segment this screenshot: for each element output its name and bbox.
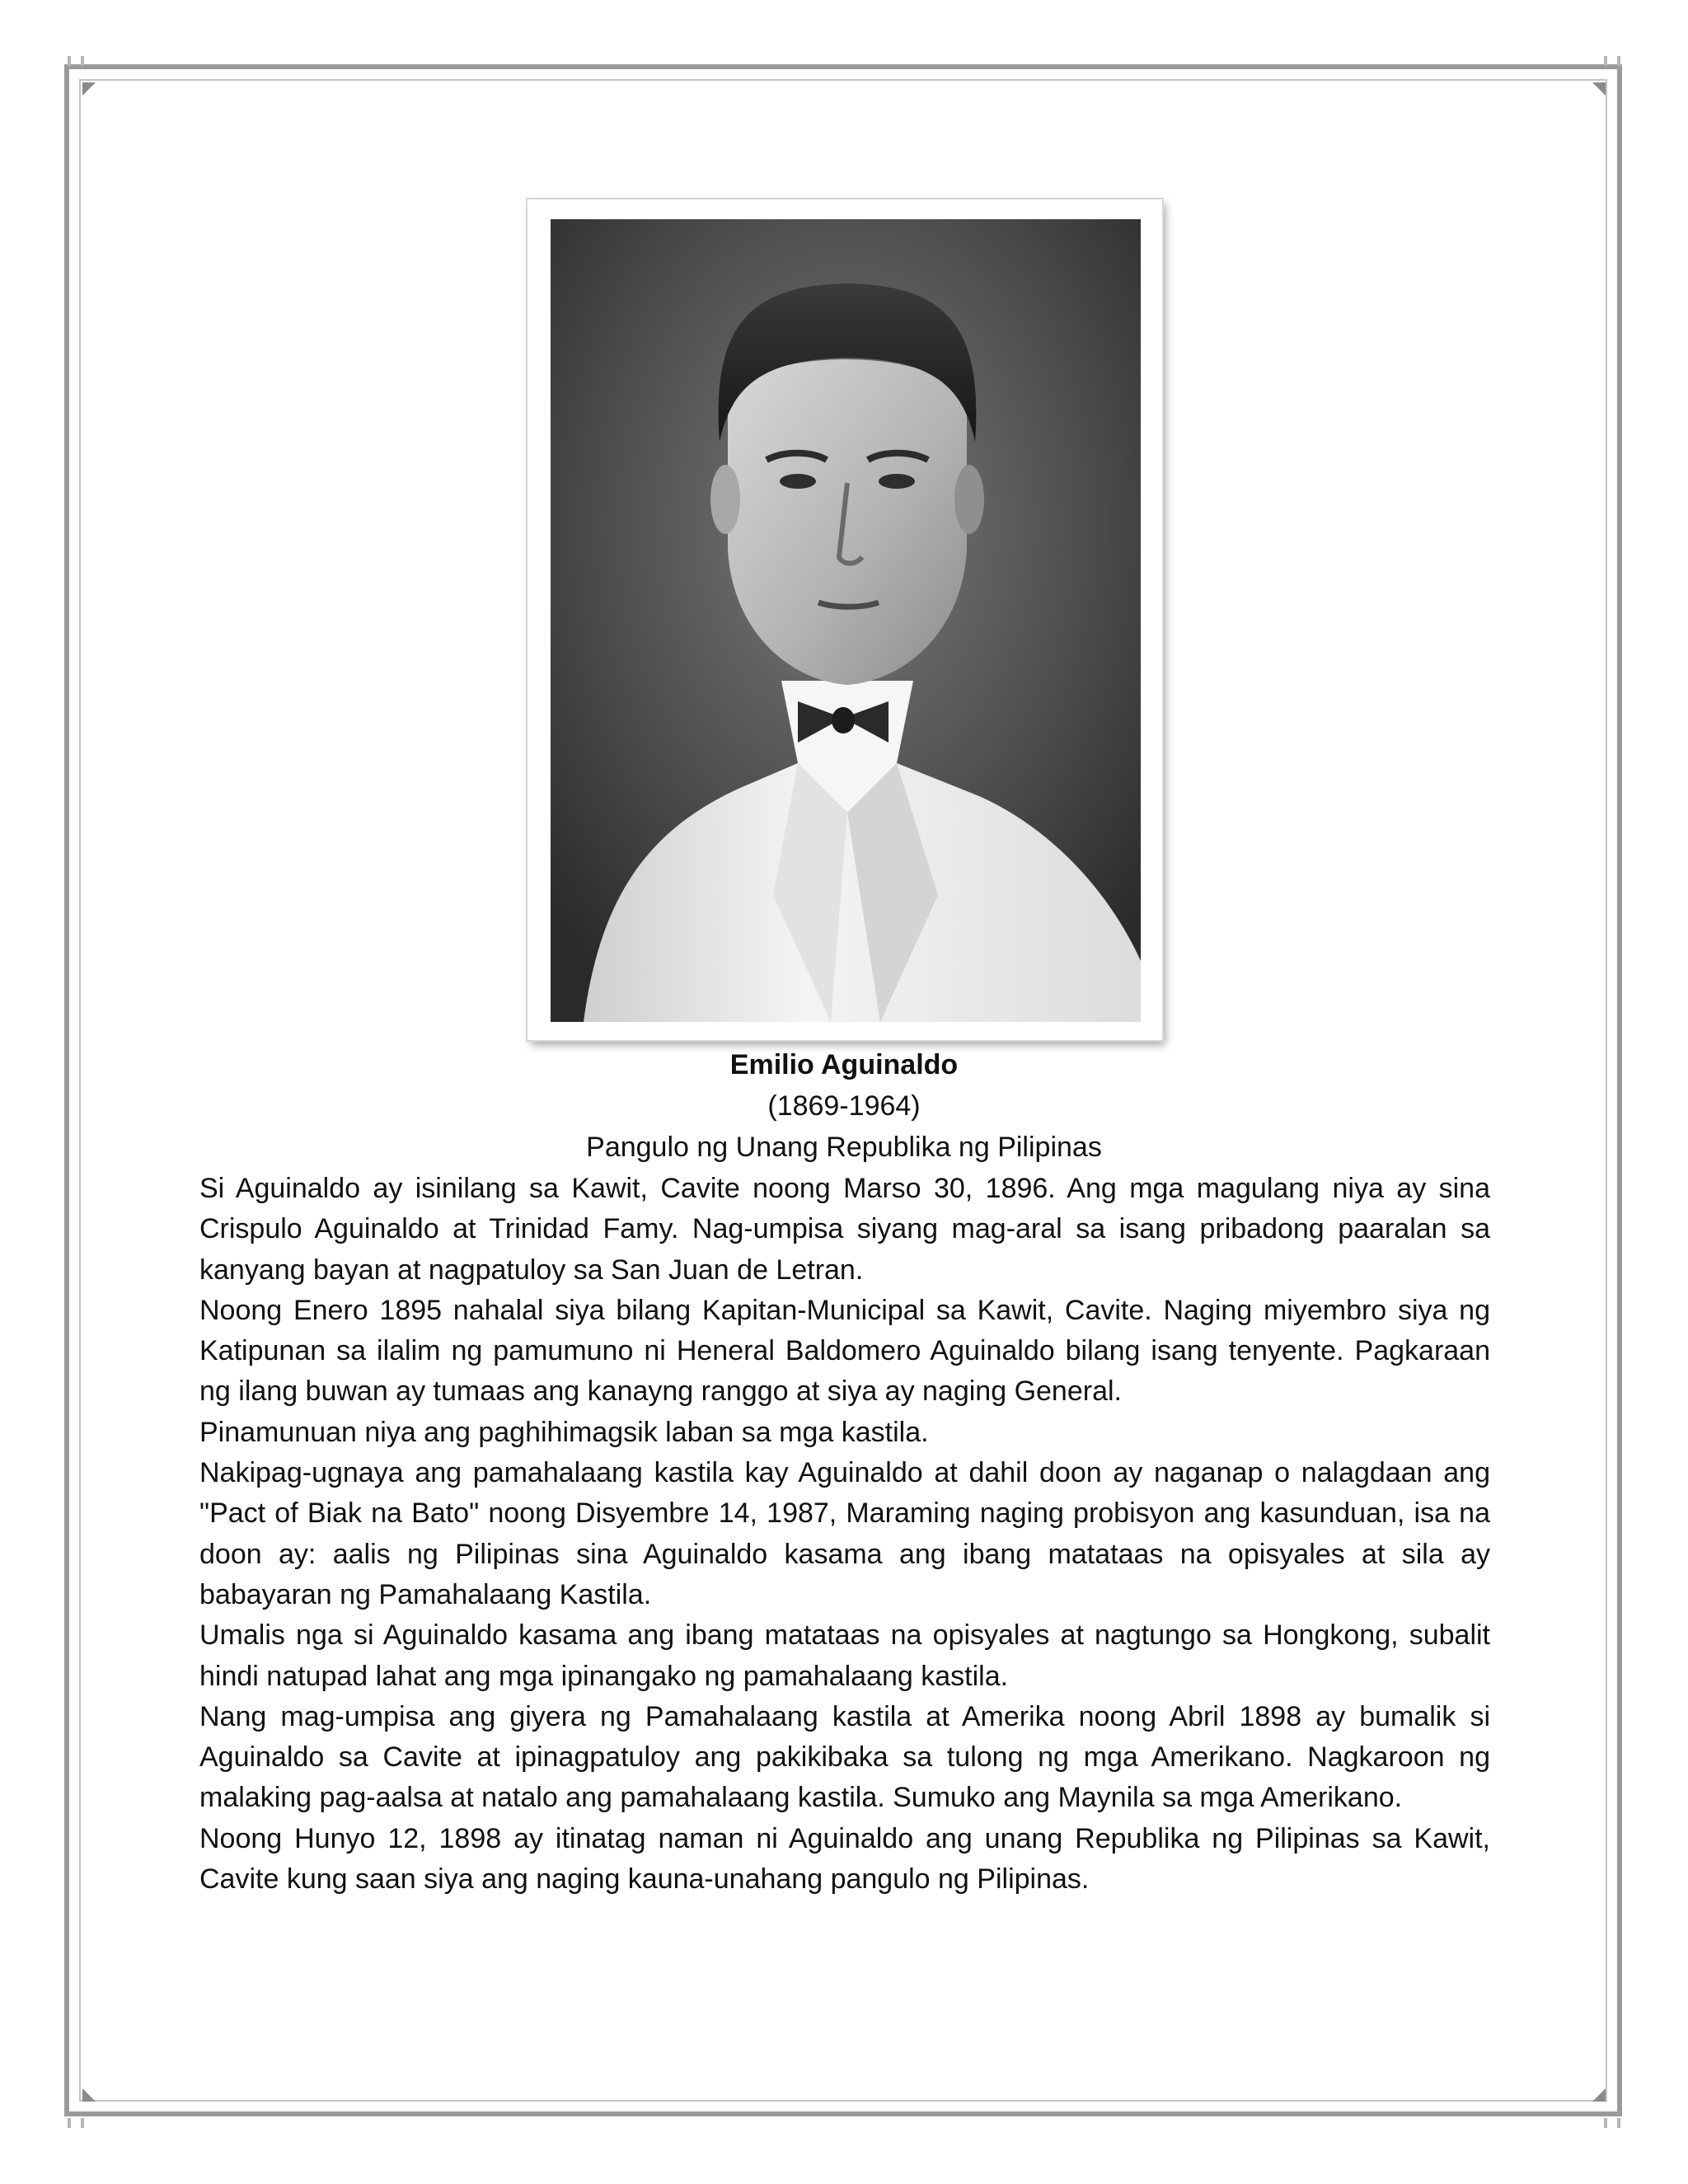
paragraph: Noong Enero 1895 nahalal siya bilang Kapitan-Municipal sa Kawit, Cavite. Naging miyembro siya ng Katipunan sa ilalim ng pamumuno ni Heneral Baldomero Aguinaldo bilang isang tenyente. Pagkaraan ng ilang buwan ay tumaas ang kanayng ranggo at siya ay naging General.	[199, 1294, 1490, 1408]
portrait-illustration	[551, 219, 1141, 1022]
portrait-photo	[551, 219, 1141, 1022]
paragraph: Noong Hunyo 12, 1898 ay itinatag naman ni Aguinaldo ang unang Republika ng Pilipinas sa Kawit, Cavite kung saan siya ang naging kauna-unahang pangulo ng Pilipinas.	[199, 1822, 1490, 1896]
caption-years: (1869-1964)	[767, 1090, 921, 1122]
border-notch	[1604, 2118, 1607, 2128]
paragraph: Umalis nga si Aguinaldo kasama ang ibang matataas na opisyales at nagtungo sa Hongkong, subalit hindi natupad lahat ang mga ipinangako ng pamahalaang kastila.	[199, 1619, 1490, 1692]
paragraph: Pinamunuan niya ang paghihimagsik laban sa mga kastila.	[199, 1416, 929, 1448]
paragraph: Nang mag-umpisa ang giyera ng Pamahalaang kastila at Amerika noong Abril 1898 ay bumalik si Aguinaldo sa Cavite at ipinagpatuloy ang pakikibaka sa tulong ng mga Amerikano. Nagkaroon ng malaking pag-aalsa at natalo ang pamahalaang kastila. Sumuko ang Maynila sa mga Amerikano.	[199, 1700, 1490, 1814]
border-notch	[81, 2118, 84, 2128]
border-notch	[68, 2118, 71, 2128]
paragraph: Nakipag-ugnaya ang pamahalaang kastila kay Aguinaldo at dahil doon ay naganap o nalagdaan ang "Pact of Biak na Bato" noong Disyembre 14, 1987, Maraming naging probisyon ang kasunduan, isa na doon ay: aalis ng Pilipinas sina Aguinaldo kasama ang ibang matataas na opisyales at sila ay babayaran ng Pamahalaang Kastila.	[199, 1457, 1490, 1610]
caption-title: Pangulo ng Unang Republika ng Pilipinas	[586, 1132, 1102, 1163]
biography-text	[199, 1169, 1490, 1900]
corner-ornament-bottom-right	[1592, 2088, 1606, 2102]
border-notch	[81, 56, 84, 66]
corner-ornament-top-right	[1592, 82, 1606, 96]
border-notch	[1617, 56, 1620, 66]
portrait-frame	[528, 199, 1162, 1040]
border-notch	[68, 56, 71, 66]
border-notch	[1604, 56, 1607, 66]
caption-name: Emilio Aguinaldo	[729, 1049, 959, 1080]
paragraph: Si Aguinaldo ay isinilang sa Kawit, Cavite noong Marso 30, 1896. Ang mga magulang niya ay sina Crispulo Aguinaldo at Trinidad Famy. Nag-umpisa siyang mag-aral sa isang pribadong paaralan sa kanyang bayan at nagpatuloy sa San Juan de Letran.	[199, 1173, 1490, 1286]
border-notch	[1617, 2118, 1620, 2128]
corner-ornament-top-left	[82, 82, 96, 96]
corner-ornament-bottom-left	[82, 2088, 96, 2102]
